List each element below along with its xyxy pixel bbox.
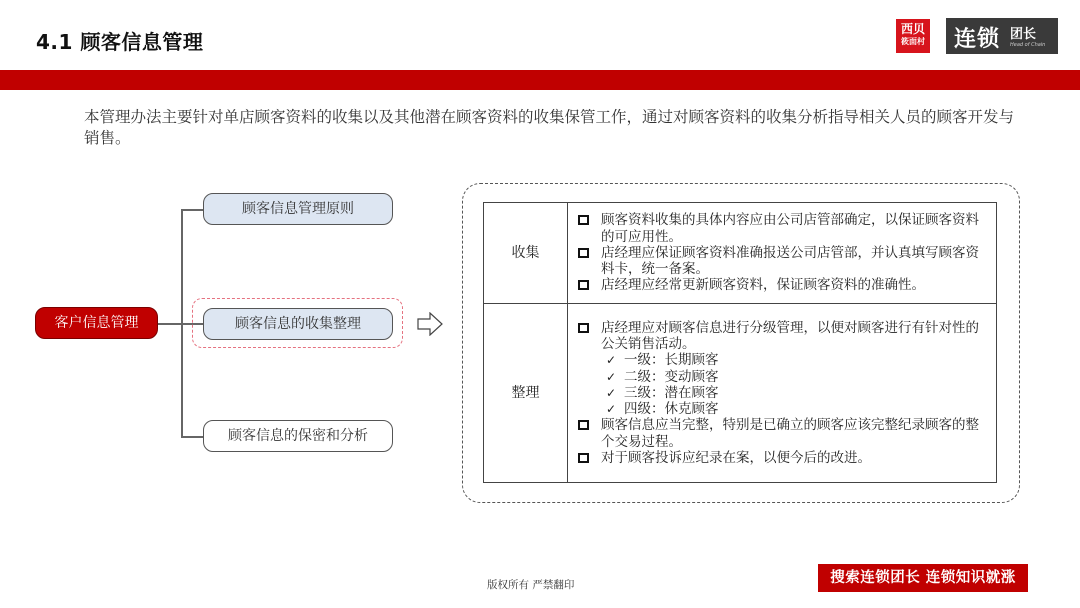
mindmap-branch-collection: 顾客信息的收集整理 [203, 308, 393, 340]
brand-logo-chain-head [946, 18, 1058, 54]
sub-item [578, 401, 988, 417]
list-item [578, 320, 988, 353]
row-content [568, 304, 997, 483]
sub-item-text: 一级：长期顾客 [624, 352, 719, 369]
mindmap-root-node: 客户信息管理 [35, 307, 158, 339]
table-row [484, 304, 997, 483]
header-red-band [0, 70, 1080, 90]
copyright-text: 版权所有 严禁翻印 [487, 579, 575, 591]
intro-paragraph: 本管理办法主要针对单店顾客资料的收集以及其他潜在顾客资料的收集保管工作，通过对顾客资料的收集分析指导相关人员的顾客开发与销售。 [84, 108, 1015, 147]
checkmark-icon: ✓ [606, 353, 617, 368]
logo-tiny-text: Head of Chain [1010, 42, 1046, 48]
sub-item [578, 385, 988, 401]
item-text: 店经理应经常更新顾客资料，保证顾客资料的准确性。 [601, 277, 925, 294]
mindmap-branch-confidentiality: 顾客信息的保密和分析 [203, 420, 393, 452]
page-title: 4.1 顾客信息管理 [36, 30, 204, 54]
square-bullet-icon [578, 248, 589, 258]
mindmap-branch-principles: 顾客信息管理原则 [203, 193, 393, 225]
list-item [578, 450, 988, 466]
list-item [578, 417, 988, 450]
sub-item [578, 369, 988, 385]
item-text: 顾客资料收集的具体内容应由公司店管部确定，以保证顾客资料的可应用性。 [601, 212, 979, 245]
sub-item [578, 352, 988, 368]
square-bullet-icon [578, 323, 589, 333]
checkmark-icon: ✓ [606, 369, 617, 384]
detail-table [483, 202, 997, 483]
row-content [568, 203, 997, 304]
right-arrow-icon [417, 312, 443, 336]
list-item [578, 212, 988, 245]
checkmark-icon: ✓ [606, 402, 617, 417]
sub-item-text: 四级：休克顾客 [624, 401, 719, 418]
logo-line1: 西贝 [900, 22, 925, 36]
slogan-banner: 搜索连锁团长 连锁知识就涨 [818, 564, 1028, 592]
square-bullet-icon [578, 453, 589, 463]
connector-branch-1 [181, 209, 203, 211]
square-bullet-icon [578, 420, 589, 430]
logo-big-text: 连锁 [954, 27, 1001, 52]
list-item [578, 245, 988, 278]
brand-logo-xibei [896, 19, 930, 53]
logo-small-text: 团长 [1010, 27, 1037, 42]
square-bullet-icon [578, 215, 589, 225]
table-row [484, 203, 997, 304]
item-text: 顾客信息应当完整，特别是已确立的顾客应该完整纪录顾客的整个交易过程。 [601, 417, 979, 450]
row-label: 收集 [484, 203, 568, 304]
square-bullet-icon [578, 280, 589, 290]
row-label: 整理 [484, 304, 568, 483]
checkmark-icon: ✓ [606, 385, 617, 400]
logo-line2: 筱面村 [901, 37, 925, 46]
item-text: 店经理应保证顾客资料准确报送公司店管部，并认真填写顾客资料卡，统一备案。 [601, 244, 979, 278]
sub-item-text: 二级：变动顾客 [624, 368, 719, 385]
item-text: 对于顾客投诉应纪录在案，以便今后的改进。 [601, 450, 871, 467]
list-item [578, 277, 988, 293]
item-text: 店经理应对顾客信息进行分级管理，以便对顾客进行有针对性的公关销售活动。 [601, 319, 979, 352]
sub-item-text: 三级：潜在顾客 [624, 384, 719, 401]
connector-branch-3 [181, 436, 203, 438]
